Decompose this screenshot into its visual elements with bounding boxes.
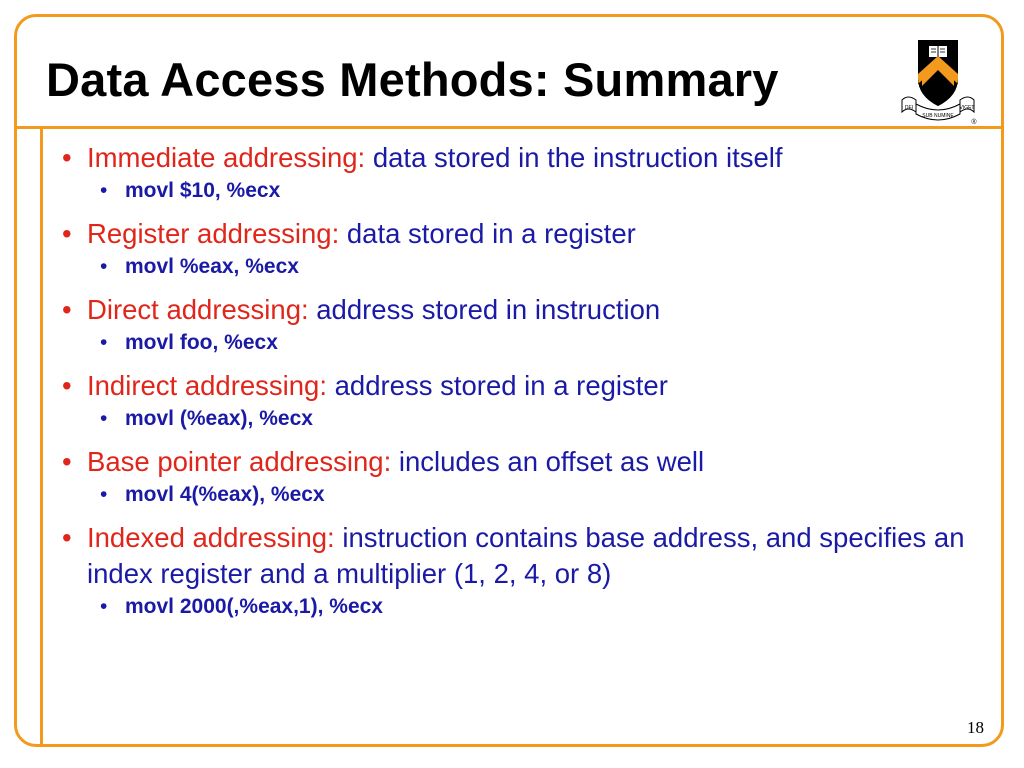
bullet-list xyxy=(62,140,997,632)
sub-bullet-icon: • xyxy=(100,407,108,430)
sub-bullet-line xyxy=(62,252,997,282)
banner-mid-text: SUB NUMINE xyxy=(922,113,954,119)
banner-left-text: DEI xyxy=(904,105,914,111)
bullet-line xyxy=(62,292,997,328)
code-example: movl $10, %ecx xyxy=(125,179,281,202)
bullet-item-direct xyxy=(62,292,997,358)
bullet-item-indexed xyxy=(62,520,997,622)
bullet-item-immediate xyxy=(62,140,997,206)
bullet-desc: data stored in a register xyxy=(339,218,636,249)
bullet-term: Direct addressing: xyxy=(87,294,309,325)
bullet-icon: • xyxy=(62,446,72,477)
sub-bullet-icon: • xyxy=(100,595,108,618)
sub-bullet-icon: • xyxy=(100,179,108,202)
bullet-icon: • xyxy=(62,370,72,401)
bullet-line xyxy=(62,520,997,592)
banner-right-text: VIGET xyxy=(959,105,975,111)
bullet-term: Register addressing: xyxy=(87,218,340,249)
code-example: movl foo, %ecx xyxy=(125,331,278,354)
code-example: movl (%eax), %ecx xyxy=(125,407,313,430)
sub-bullet-line xyxy=(62,592,997,622)
left-divider xyxy=(40,126,43,747)
bullet-line xyxy=(62,444,997,480)
bullet-icon: • xyxy=(62,142,72,173)
title-divider xyxy=(14,126,1004,129)
bullet-item-base-pointer xyxy=(62,444,997,510)
bullet-item-indirect xyxy=(62,368,997,434)
bullet-term: Indirect addressing: xyxy=(87,370,327,401)
bullet-desc: data stored in the instruction itself xyxy=(365,142,783,173)
registered-mark: ® xyxy=(971,119,977,126)
sub-bullet-icon: • xyxy=(100,255,108,278)
bullet-desc: address stored in a register xyxy=(327,370,668,401)
code-example: movl 2000(,%eax,1), %ecx xyxy=(125,595,383,618)
slide-title: Data Access Methods: Summary xyxy=(46,53,779,106)
bullet-item-register xyxy=(62,216,997,282)
bullet-icon: • xyxy=(62,218,72,249)
bullet-icon: • xyxy=(62,294,72,325)
sub-bullet-line xyxy=(62,328,997,358)
princeton-shield-icon xyxy=(896,34,980,126)
code-example: movl %eax, %ecx xyxy=(125,255,299,278)
bullet-term: Indexed addressing: xyxy=(87,522,335,553)
bullet-line xyxy=(62,216,997,252)
page-number: 18 xyxy=(967,718,984,737)
bullet-desc: includes an offset as well xyxy=(391,446,705,477)
sub-bullet-line xyxy=(62,176,997,206)
bullet-desc: instruction contains base address, and specifies an index register and a multiplier (1, 2, 4, or 8) xyxy=(87,522,965,589)
bullet-line xyxy=(62,368,997,404)
bullet-term: Immediate addressing: xyxy=(87,142,366,173)
sub-bullet-icon: • xyxy=(100,483,108,506)
bullet-term: Base pointer addressing: xyxy=(87,446,392,477)
sub-bullet-line xyxy=(62,480,997,510)
bullet-line xyxy=(62,140,997,176)
code-example: movl 4(%eax), %ecx xyxy=(125,483,325,506)
sub-bullet-line xyxy=(62,404,997,434)
sub-bullet-icon: • xyxy=(100,331,108,354)
bullet-icon: • xyxy=(62,522,72,553)
bullet-desc: address stored in instruction xyxy=(308,294,661,325)
